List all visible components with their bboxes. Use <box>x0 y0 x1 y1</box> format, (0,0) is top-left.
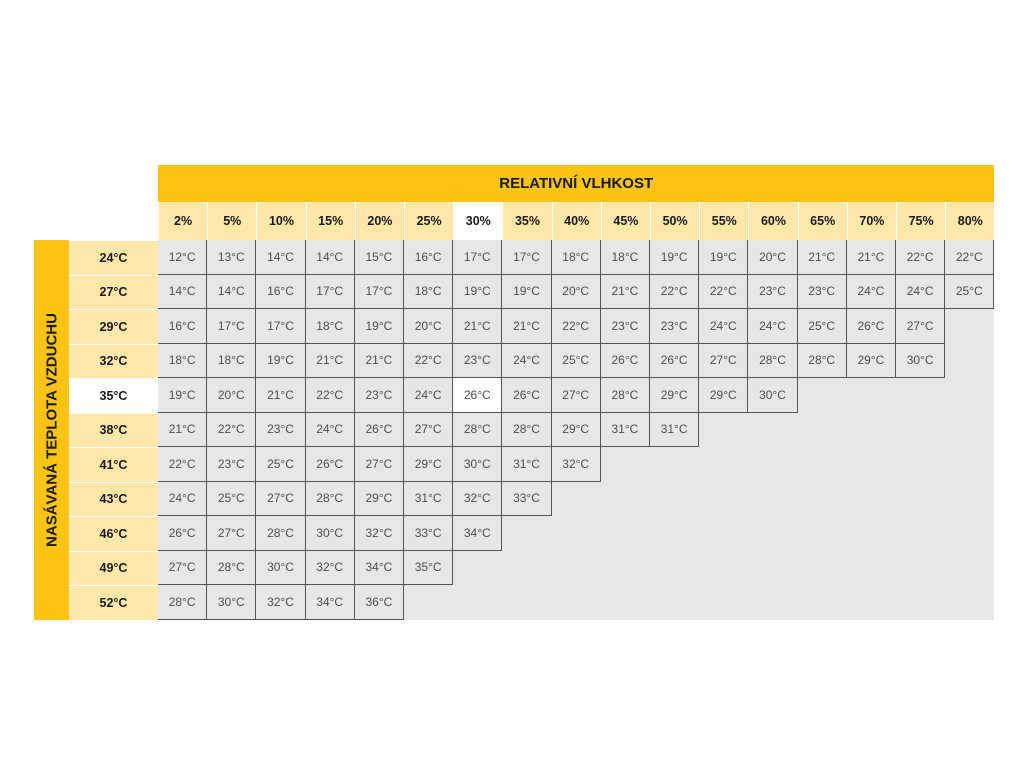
table-cell: 27°C <box>404 413 453 448</box>
table-cell: 14°C <box>207 275 256 310</box>
table-cell: 28°C <box>502 413 551 448</box>
table-cell: 23°C <box>798 275 847 310</box>
table-cell: 16°C <box>158 309 207 344</box>
table-cell: 17°C <box>306 275 355 310</box>
table-cell: 18°C <box>306 309 355 344</box>
column-header: 10% <box>256 202 305 240</box>
table-cell: 24°C <box>502 344 551 379</box>
column-header: 45% <box>601 202 650 240</box>
table-cell: 22°C <box>650 275 699 310</box>
table-cell: 29°C <box>699 378 748 413</box>
table-cell: 23°C <box>207 447 256 482</box>
table-cell: 24°C <box>404 378 453 413</box>
table-cell: 22°C <box>404 344 453 379</box>
table-cell: 20°C <box>552 275 601 310</box>
table-cell: 27°C <box>355 447 404 482</box>
row-header: 38°C <box>69 413 158 448</box>
table-cell: 24°C <box>847 275 896 310</box>
table-cell: 23°C <box>453 344 502 379</box>
table-cell: 30°C <box>256 551 305 586</box>
table-cell: 20°C <box>207 378 256 413</box>
table-cell: 24°C <box>699 309 748 344</box>
table-cell: 29°C <box>552 413 601 448</box>
table-cell: 26°C <box>453 378 502 413</box>
table-cell: 16°C <box>256 275 305 310</box>
column-header: 2% <box>158 202 207 240</box>
table-cell: 21°C <box>847 240 896 275</box>
table-cell: 32°C <box>355 516 404 551</box>
table-cell: 19°C <box>256 344 305 379</box>
table-cell: 26°C <box>847 309 896 344</box>
table-cell: 23°C <box>748 275 797 310</box>
row-header: 43°C <box>69 482 158 517</box>
table-cell: 17°C <box>207 309 256 344</box>
table-cell: 19°C <box>502 275 551 310</box>
table-cell: 22°C <box>552 309 601 344</box>
table-cell: 32°C <box>453 482 502 517</box>
table-cell: 30°C <box>453 447 502 482</box>
table-cell: 22°C <box>207 413 256 448</box>
column-title: RELATIVNÍ VLHKOST <box>158 165 994 202</box>
column-header: 50% <box>650 202 699 240</box>
row-header: 32°C <box>69 344 158 379</box>
table-cell: 23°C <box>650 309 699 344</box>
table-cell: 31°C <box>404 482 453 517</box>
table-cell: 19°C <box>699 240 748 275</box>
table-cell: 30°C <box>207 585 256 620</box>
table-cell: 21°C <box>306 344 355 379</box>
table-cell: 28°C <box>453 413 502 448</box>
column-header: 40% <box>552 202 601 240</box>
table-cell: 32°C <box>552 447 601 482</box>
table-cell: 22°C <box>699 275 748 310</box>
table-cell: 30°C <box>306 516 355 551</box>
table-cell: 29°C <box>650 378 699 413</box>
row-header: 46°C <box>69 516 158 551</box>
table-cell: 35°C <box>404 551 453 586</box>
table-cell: 36°C <box>355 585 404 620</box>
table-cell: 28°C <box>256 516 305 551</box>
table-cell: 29°C <box>355 482 404 517</box>
row-header: 27°C <box>69 275 158 310</box>
row-header: 29°C <box>69 309 158 344</box>
table-cell: 28°C <box>306 482 355 517</box>
table-cell: 22°C <box>158 447 207 482</box>
table-cell: 26°C <box>355 413 404 448</box>
table-cell: 27°C <box>699 344 748 379</box>
table-cell: 19°C <box>355 309 404 344</box>
table-cell: 32°C <box>306 551 355 586</box>
table-cell: 21°C <box>502 309 551 344</box>
table-cell: 21°C <box>158 413 207 448</box>
table-cell: 18°C <box>207 344 256 379</box>
table-cell: 19°C <box>650 240 699 275</box>
row-title: NASÁVANÁ TEPLOTA VZDUCHU <box>43 312 60 547</box>
table-cell: 17°C <box>502 240 551 275</box>
table-cell: 29°C <box>847 344 896 379</box>
table-cell: 30°C <box>748 378 797 413</box>
table-cell: 25°C <box>207 482 256 517</box>
column-header: 25% <box>404 202 453 240</box>
row-header: 52°C <box>69 585 158 620</box>
table-cell: 29°C <box>404 447 453 482</box>
table-cell: 18°C <box>158 344 207 379</box>
table-cell: 17°C <box>256 309 305 344</box>
table-cell: 25°C <box>256 447 305 482</box>
table-cell: 25°C <box>798 309 847 344</box>
table-cell: 28°C <box>601 378 650 413</box>
row-header: 49°C <box>69 551 158 586</box>
table-cell: 34°C <box>306 585 355 620</box>
table-cell: 20°C <box>748 240 797 275</box>
table-cell: 30°C <box>896 344 945 379</box>
row-header: 24°C <box>69 240 158 275</box>
table-cell: 34°C <box>355 551 404 586</box>
table-cell: 26°C <box>158 516 207 551</box>
table-cell: 26°C <box>650 344 699 379</box>
table-cell: 22°C <box>945 240 994 275</box>
table-cell: 27°C <box>158 551 207 586</box>
table-cell: 23°C <box>601 309 650 344</box>
table-cell: 20°C <box>404 309 453 344</box>
table-cell: 31°C <box>601 413 650 448</box>
column-header: 80% <box>945 202 994 240</box>
table-cell: 26°C <box>601 344 650 379</box>
table-cell: 21°C <box>798 240 847 275</box>
column-header: 70% <box>847 202 896 240</box>
column-header: 5% <box>207 202 256 240</box>
table-cell: 24°C <box>306 413 355 448</box>
table-cell: 21°C <box>601 275 650 310</box>
column-header: 15% <box>306 202 355 240</box>
table-cell: 25°C <box>552 344 601 379</box>
table-cell: 27°C <box>896 309 945 344</box>
table-cell: 16°C <box>404 240 453 275</box>
table-cell: 27°C <box>552 378 601 413</box>
table-cell: 14°C <box>256 240 305 275</box>
row-title-bar <box>34 240 69 620</box>
table-cell: 27°C <box>207 516 256 551</box>
table-cell: 31°C <box>502 447 551 482</box>
table-cell: 21°C <box>256 378 305 413</box>
table-cell: 33°C <box>404 516 453 551</box>
table-cell: 19°C <box>453 275 502 310</box>
table-cell: 24°C <box>896 275 945 310</box>
table-cell: 28°C <box>207 551 256 586</box>
table-cell: 28°C <box>798 344 847 379</box>
column-header: 20% <box>355 202 404 240</box>
column-header: 55% <box>699 202 748 240</box>
table-cell: 33°C <box>502 482 551 517</box>
row-header: 35°C <box>69 378 158 413</box>
table-cell: 22°C <box>896 240 945 275</box>
table-cell: 27°C <box>256 482 305 517</box>
table-cell: 12°C <box>158 240 207 275</box>
column-header: 75% <box>896 202 945 240</box>
table-cell: 26°C <box>306 447 355 482</box>
table-cell: 26°C <box>502 378 551 413</box>
table-cell: 28°C <box>158 585 207 620</box>
table-cell: 28°C <box>748 344 797 379</box>
table-cell: 17°C <box>453 240 502 275</box>
column-header: 30% <box>453 202 502 240</box>
column-header: 60% <box>748 202 797 240</box>
table-cell: 14°C <box>306 240 355 275</box>
table-cell: 17°C <box>355 275 404 310</box>
table-cell: 18°C <box>601 240 650 275</box>
table-cell: 15°C <box>355 240 404 275</box>
table-cell: 21°C <box>355 344 404 379</box>
column-header: 35% <box>502 202 551 240</box>
table-cell: 14°C <box>158 275 207 310</box>
table-cell: 31°C <box>650 413 699 448</box>
table-cell: 18°C <box>404 275 453 310</box>
table-cell: 24°C <box>748 309 797 344</box>
column-header: 65% <box>798 202 847 240</box>
table-cell: 25°C <box>945 275 994 310</box>
table-cell: 34°C <box>453 516 502 551</box>
table-cell: 23°C <box>256 413 305 448</box>
table-cell: 18°C <box>552 240 601 275</box>
table-cell: 24°C <box>158 482 207 517</box>
table-cell: 19°C <box>158 378 207 413</box>
row-header: 41°C <box>69 447 158 482</box>
table-cell: 23°C <box>355 378 404 413</box>
table-cell: 13°C <box>207 240 256 275</box>
table-cell: 21°C <box>453 309 502 344</box>
table-cell: 22°C <box>306 378 355 413</box>
table-cell: 32°C <box>256 585 305 620</box>
